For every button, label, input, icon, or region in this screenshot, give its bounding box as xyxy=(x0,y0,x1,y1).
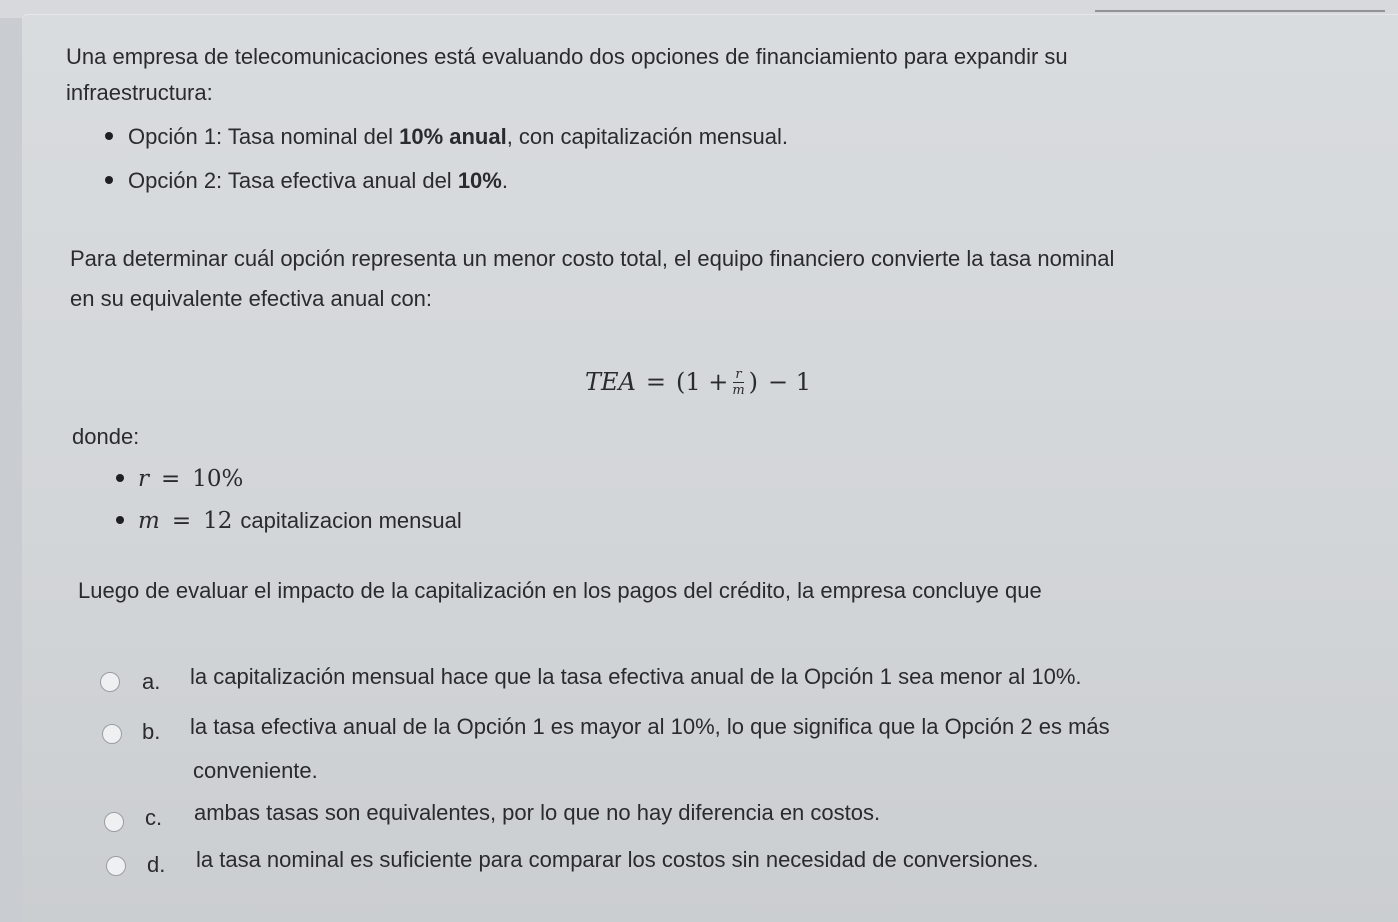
formula-fraction xyxy=(732,368,744,397)
formula-open: (1 + xyxy=(675,368,729,396)
radio-button[interactable] xyxy=(102,724,122,744)
variable-r-equals: = xyxy=(161,466,181,492)
variable-m-value: 12 xyxy=(203,508,233,534)
answer-text: la tasa efectiva anual de la Opción 1 es mayor al 10%, lo que significa que la Opción 2 es más xyxy=(190,714,1110,739)
radio-button[interactable] xyxy=(104,812,124,832)
option1-prefix: Opción 1: Tasa nominal del xyxy=(128,124,400,149)
donde-label: donde: xyxy=(72,424,140,449)
answer-text: la tasa nominal es suficiente para comparar los costos sin necesidad de conversiones. xyxy=(196,847,1039,872)
bullet-dot xyxy=(116,474,124,482)
bullet-dot xyxy=(105,176,113,184)
variable-m-description: capitalizacion mensual xyxy=(240,508,462,533)
question-intro-cont: infraestructura: xyxy=(66,80,213,105)
variable-r-value: 10% xyxy=(192,466,244,492)
bullet-dot xyxy=(105,132,113,140)
variable-m-symbol: m xyxy=(138,508,160,534)
answer-letter: b. xyxy=(142,719,161,744)
formula-lhs: TEA xyxy=(585,368,636,396)
option2-suffix: . xyxy=(501,168,508,193)
radio-button[interactable] xyxy=(100,672,120,692)
paragraph-conversion-2: en su equivalente efectiva anual con: xyxy=(70,286,433,311)
option1-text xyxy=(128,122,788,152)
answer-letter: d. xyxy=(147,852,166,877)
formula-denominator: m xyxy=(732,382,745,398)
formula-numerator: r xyxy=(735,366,742,382)
formula-equals: = xyxy=(645,368,666,396)
option2-text xyxy=(128,166,508,196)
variable-m-equals: = xyxy=(171,508,192,534)
option1-suffix: , con capitalización mensual. xyxy=(506,124,788,149)
answer-letter: c. xyxy=(145,805,163,830)
question-stem: Luego de evaluar el impacto de la capitalización en los pagos del crédito, la empresa concluye que xyxy=(78,578,1042,603)
answer-text-cont: conveniente. xyxy=(193,758,318,783)
answer-letter: a. xyxy=(142,669,161,694)
answer-text: la capitalización mensual hace que la tasa efectiva anual de la Opción 1 sea menor al 10%. xyxy=(190,664,1082,689)
radio-button[interactable] xyxy=(106,856,126,876)
variable-r xyxy=(138,464,243,494)
variable-r-symbol: r xyxy=(138,466,149,492)
formula-close: ) xyxy=(748,368,759,396)
option2-bold: 10% xyxy=(457,168,502,193)
variable-m xyxy=(138,506,462,536)
formula-minus: − 1 xyxy=(768,368,812,396)
answer-text: ambas tasas son equivalentes, por lo que no hay diferencia en costos. xyxy=(194,800,881,825)
question-intro: Una empresa de telecomunicaciones está evaluando dos opciones de financiamiento para expandir su xyxy=(66,44,1068,69)
top-divider xyxy=(1095,10,1385,12)
option1-bold: 10% anual xyxy=(399,124,507,149)
bullet-dot xyxy=(116,516,124,524)
option2-prefix: Opción 2: Tasa efectiva anual del xyxy=(128,168,458,193)
tea-formula xyxy=(585,362,811,402)
paragraph-conversion-1: Para determinar cuál opción representa un menor costo total, el equipo financiero convierte la tasa nominal xyxy=(70,246,1115,271)
